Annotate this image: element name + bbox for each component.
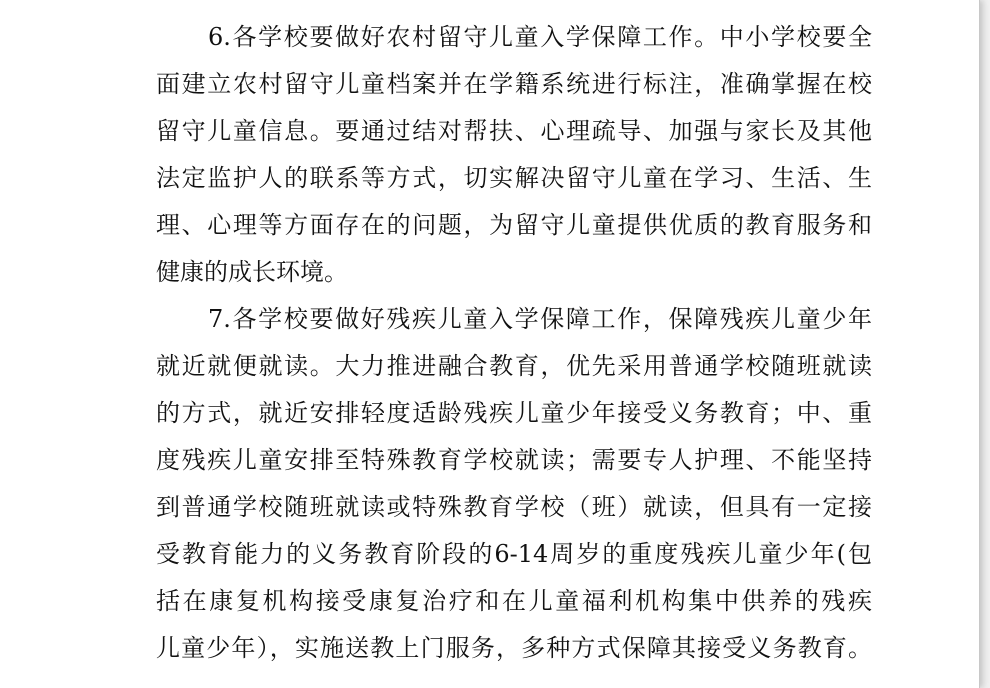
paragraph-6 (156, 14, 872, 296)
text-line: 7.各学校要做好残疾儿童入学保障工作，保障残疾儿童少年 (208, 305, 872, 333)
text-line: 度残疾儿童安排至特殊教育学校就读；需要专人护理、不能坚持 (156, 446, 872, 474)
text-line: 健康的成长环境。 (156, 258, 348, 286)
text-line: 的方式，就近安排轻度适龄残疾儿童少年接受义务教育；中、重 (156, 399, 872, 427)
text-line: 儿童少年），实施送教上门服务，多种方式保障其接受义务教育。 (156, 634, 872, 662)
text-line: 法定监护人的联系等方式，切实解决留守儿童在学习、生活、生 (156, 164, 872, 192)
text-line: 6.各学校要做好农村留守儿童入学保障工作。中小学校要全 (208, 23, 872, 51)
document-body (156, 14, 872, 672)
text-line: 括在康复机构接受康复治疗和在儿童福利机构集中供养的残疾 (156, 587, 872, 615)
text-line: 面建立农村留守儿童档案并在学籍系统进行标注，准确掌握在校 (156, 70, 872, 98)
text-line: 理、心理等方面存在的问题，为留守儿童提供优质的教育服务和 (156, 211, 872, 239)
text-line: 就近就便就读。大力推进融合教育，优先采用普通学校随班就读 (156, 352, 872, 380)
text-line: 留守儿童信息。要通过结对帮扶、心理疏导、加强与家长及其他 (156, 117, 872, 145)
text-line: 受教育能力的义务教育阶段的6-14周岁的重度残疾儿童少年(包 (156, 540, 872, 568)
paragraph-7 (156, 296, 872, 672)
text-line: 到普通学校随班就读或特殊教育学校（班）就读，但具有一定接 (156, 493, 872, 521)
